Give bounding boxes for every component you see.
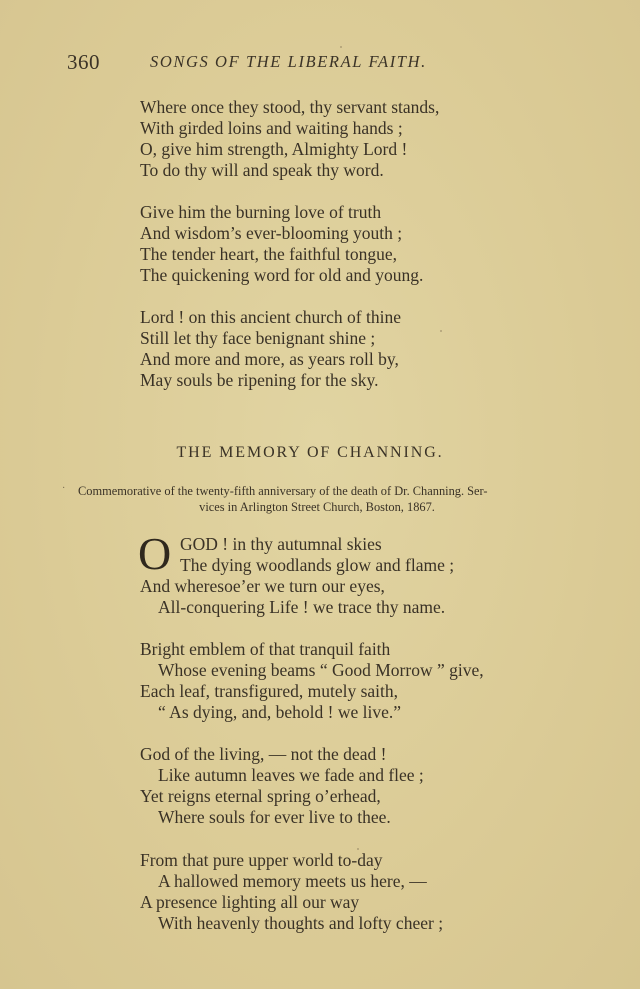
poem-stanza-3 [140, 744, 424, 828]
drop-cap: O [138, 528, 172, 579]
poem-stanza-4 [140, 850, 443, 934]
verse-line: O, give him strength, Almighty Lord ! [140, 139, 408, 159]
verse-line: Still let thy face benignant shine ; [140, 328, 376, 348]
verse-line: With girded loins and waiting hands ; [140, 118, 403, 138]
verse-line: A presence lighting all our way [140, 892, 360, 912]
paper-speck [357, 848, 359, 850]
verse-line: “ As dying, and, behold ! we live.” [158, 702, 402, 722]
paper-speck [440, 330, 442, 332]
verse-line: With heavenly thoughts and lofty cheer ; [158, 913, 444, 933]
verse-line: A hallowed memory meets us here, — [158, 871, 427, 891]
verse-line: Where once they stood, thy servant stands, [140, 97, 440, 117]
verse-line: Lord ! on this ancient church of thine [140, 307, 401, 327]
verse-line: To do thy will and speak thy word. [140, 160, 384, 180]
poem-stanza-2 [140, 639, 484, 723]
verse-line: Bright emblem of that tranquil faith [140, 639, 391, 659]
verse-line: The dying woodlands glow and flame ; [180, 555, 455, 575]
verse-line: And wheresoe’er we turn our eyes, [140, 576, 385, 596]
running-head: SONGS OF THE LIBERAL FAITH. [150, 52, 427, 71]
verse-line: The quickening word for old and young. [140, 265, 424, 285]
verse-line: From that pure upper world to-day [140, 850, 383, 870]
poem-note [78, 483, 556, 515]
verse-line: Like autumn leaves we fade and flee ; [158, 765, 424, 785]
page-header [67, 50, 487, 78]
margin-mark: · [62, 483, 66, 494]
verse-line: May souls be ripening for the sky. [140, 370, 379, 390]
poem-title: THE MEMORY OF CHANNING. [176, 444, 444, 461]
previous-poem-stanza-2 [140, 202, 423, 286]
previous-poem-stanza-3 [140, 307, 401, 391]
verse-line: Where souls for ever live to thee. [158, 807, 391, 827]
poem-note-line-2: vices in Arlington Street Church, Boston, 1867. [199, 500, 435, 514]
verse-line: All-conquering Life ! we trace thy name. [158, 597, 446, 617]
verse-line: The tender heart, the faithful tongue, [140, 244, 398, 264]
verse-line: GOD ! in thy autumnal skies [180, 534, 382, 554]
verse-line: Yet reigns eternal spring o’erhead, [140, 786, 381, 806]
poem-note-line-1: Commemorative of the twenty-fifth anniversary of the death of Dr. Channing. Ser- [78, 484, 488, 498]
verse-line: Each leaf, transfigured, mutely saith, [140, 681, 399, 701]
verse-line: And more and more, as years roll by, [140, 349, 399, 369]
previous-poem-stanza-1 [140, 97, 439, 181]
verse-line: Whose evening beams “ Good Morrow ” give, [158, 660, 484, 680]
verse-line: And wisdom’s ever-blooming youth ; [140, 223, 403, 243]
poem-stanza-1 [140, 534, 454, 618]
verse-line: Give him the burning love of truth [140, 202, 382, 222]
paper-speck [340, 46, 342, 48]
verse-line: God of the living, — not the dead ! [140, 744, 387, 764]
page-number: 360 [67, 50, 100, 74]
